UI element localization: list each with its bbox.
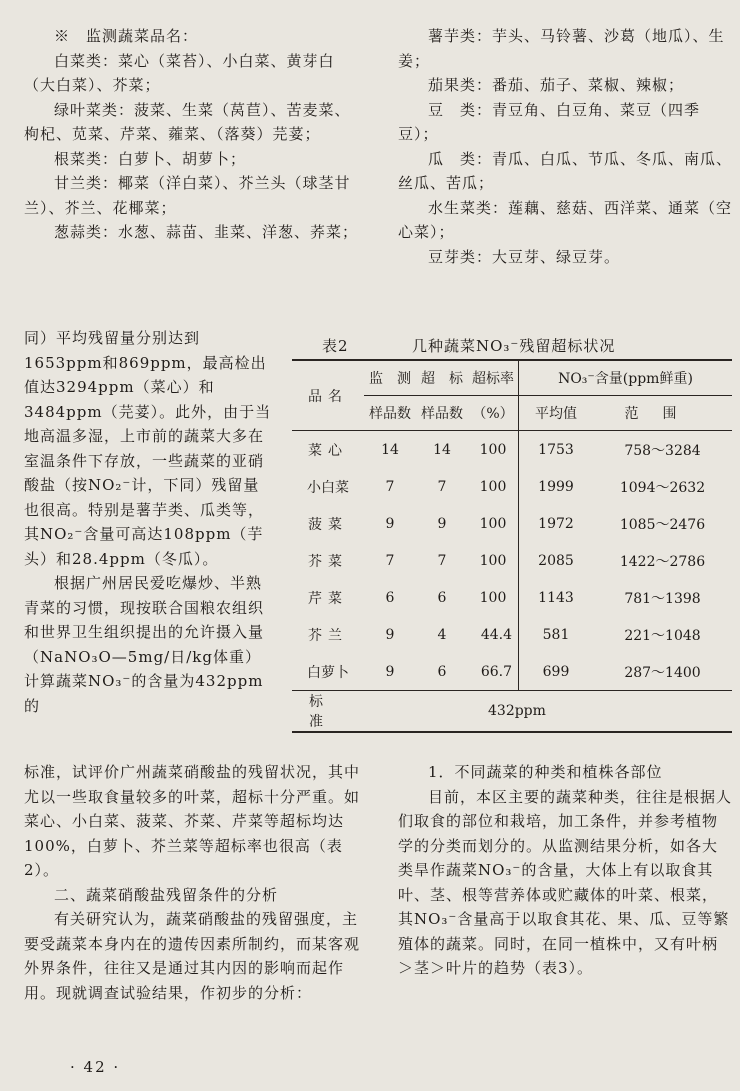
- paragraph: 根据广州居民爱吃爆炒、半熟青菜的习惯，现按联合国粮农组织和世界卫生组织提出的允许摄入量（NaNO₃O—5mg/日/kg体重）计算蔬菜NO₃⁻的含量为432ppm的: [24, 574, 265, 715]
- column-header: 品名: [292, 360, 364, 431]
- column-header: （%）: [468, 396, 519, 431]
- table-cell: 1085～2476: [619, 516, 706, 533]
- paragraph: 目前，本区主要的蔬菜种类，往往是根据人们取食的部位和栽培，加工条件，并参考植物学的分类而划分的。从监测结果分析，如各大类旱作蔬菜NO₃⁻的含量，大体上有以取食其叶、茎、根等营养体或贮藏体的叶菜、根菜，其NO₃⁻含量高于以取食其花、果、瓜、豆等繁殖体的蔬菜。同时，在同一植株中，又有叶柄＞茎＞叶片的趋势（表3）。: [398, 787, 733, 977]
- table-number: 表2: [322, 337, 349, 355]
- column-header: 样品数: [364, 396, 416, 431]
- table-cell: 1422～2786: [619, 553, 706, 570]
- paragraph: 白菜类：菜心（菜苔）、小白菜、黄芽白（大白菜）、芥菜；: [24, 51, 335, 94]
- table-cell: 6: [437, 663, 447, 680]
- column-header: 监 测: [364, 360, 416, 396]
- paragraph: 根菜类：白萝卜、胡萝卜；: [54, 149, 247, 168]
- table-caption: [292, 333, 732, 359]
- paragraph: 豆芽类：大豆芽、绿豆芽。: [428, 247, 621, 266]
- paragraph: 茄果类：番茄、茄子、菜椒、辣椒；: [428, 76, 685, 94]
- table-cell: 7: [437, 552, 447, 569]
- paragraph: 豆 类：青豆角、白豆角、菜豆（四季豆）；: [398, 100, 701, 143]
- table-cell: 1972: [519, 505, 594, 542]
- table-cell: 芹菜: [308, 590, 348, 607]
- table-row: [292, 579, 732, 616]
- table-row: [292, 505, 732, 542]
- table-cell: 581: [519, 616, 594, 653]
- table-title: 几种蔬菜NO₃⁻残留超标状况: [412, 337, 616, 355]
- table-cell: 221～1048: [624, 627, 701, 644]
- table-cell: 44.4: [480, 626, 512, 643]
- section-heading: 二、蔬菜硝酸盐残留条件的分析: [54, 885, 279, 904]
- paragraph: 绿叶菜类：菠菜、生菜（莴苣）、苦麦菜、枸杞、苋菜、芹菜、蕹菜、（落葵）芫荽；: [24, 100, 351, 143]
- column-header: 超 标: [416, 360, 468, 396]
- paragraph: ※ 监测蔬菜品名：: [54, 27, 199, 45]
- table-cell: 781～1398: [624, 590, 701, 607]
- table-cell: 7: [385, 552, 395, 569]
- table-cell: 100: [479, 552, 507, 569]
- table-cell: 7: [385, 478, 395, 495]
- column-header: 平均值: [519, 396, 594, 431]
- table-cell: 菜心: [308, 442, 348, 459]
- section-heading: 1．不同蔬菜的种类和植株各部位: [428, 763, 663, 781]
- column-bottom-right: [398, 760, 732, 981]
- table-cell: 14: [433, 441, 451, 458]
- column-bottom-left: [24, 760, 364, 1005]
- table-cell: 6: [385, 589, 395, 606]
- paragraph: 瓜 类：青瓜、白瓜、节瓜、冬瓜、南瓜、丝瓜、苦瓜；: [398, 149, 733, 192]
- table-row: [292, 691, 732, 733]
- table-cell: 1143: [519, 579, 594, 616]
- table-cell: 699: [519, 653, 594, 691]
- column-header: 范围: [593, 396, 732, 431]
- paragraph: 薯芋类：芋头、马铃薯、沙葛（地瓜）、生姜；: [398, 27, 725, 70]
- table-cell: 2085: [519, 542, 594, 579]
- table-row: [292, 542, 732, 579]
- table-cell: 芥兰: [308, 627, 348, 644]
- table-cell: 66.7: [480, 663, 512, 680]
- table-cell: 4: [437, 626, 447, 643]
- paragraph: 同）平均残留量分别达到1653ppm和869ppm，最高检出值达3294ppm（菜心）和3484ppm（芫荽）。此外，由于当地高温多湿，上市前的蔬菜大多在室温条件下存放，一些蔬菜的亚硝酸盐（按NO₂⁻计，下同）残留量也很高。特别是薯芋类、瓜类等，其NO₂⁻含量可高达108ppm（芋头）和28.4ppm（冬瓜）。: [24, 329, 272, 568]
- column-top-right: [398, 24, 732, 269]
- column-top-left: [24, 24, 364, 245]
- paragraph: 葱蒜类：水葱、蒜苗、韭菜、洋葱、荞菜；: [54, 223, 359, 241]
- table-cell: 菠菜: [308, 516, 348, 533]
- table-cell: 小白菜: [307, 479, 349, 496]
- paragraph: 甘兰类：椰菜（洋白菜）、芥兰头（球茎甘兰）、芥兰、花椰菜；: [24, 174, 351, 217]
- table-cell: 100: [479, 589, 507, 606]
- table-2: [292, 333, 732, 733]
- data-table: [292, 359, 732, 733]
- table-cell: 758～3284: [624, 442, 701, 459]
- table-cell: 100: [479, 478, 507, 495]
- paragraph: 水生菜类：莲藕、慈菇、西洋菜、通菜（空心菜）；: [398, 198, 733, 241]
- table-cell: 432ppm: [364, 691, 732, 733]
- table-cell: 14: [381, 441, 399, 458]
- table-cell: 芥菜: [308, 553, 348, 570]
- column-header: 样品数: [416, 396, 468, 431]
- table-cell: 9: [437, 515, 447, 532]
- table-cell: 9: [385, 663, 395, 680]
- column-middle-left: [24, 326, 274, 718]
- column-header: NO₃⁻含量(ppm鲜重): [519, 360, 733, 396]
- column-header: 超标率: [468, 360, 519, 396]
- table-cell: 100: [479, 515, 507, 532]
- table-row: [292, 431, 732, 469]
- table-cell: 1753: [519, 431, 594, 469]
- table-cell: 287～1400: [624, 664, 701, 681]
- table-cell: 9: [385, 515, 395, 532]
- paragraph: 有关研究认为，蔬菜硝酸盐的残留强度，主要受蔬菜本身内在的遗传因素所制约，而某客观外界条件，往往又是通过其内因的影响而起作用。现就调查试验结果，作初步的分析：: [24, 910, 361, 1002]
- table-row: [292, 616, 732, 653]
- table-cell: 1999: [519, 468, 594, 505]
- table-cell: 7: [437, 478, 447, 495]
- table-cell: 100: [479, 441, 507, 458]
- table-cell: 9: [385, 626, 395, 643]
- table-row: [292, 468, 732, 505]
- table-cell: 白萝卜: [307, 664, 349, 681]
- page-number: · 42 ·: [70, 1058, 121, 1076]
- table-cell: 6: [437, 589, 447, 606]
- table-row: [292, 653, 732, 691]
- table-cell: 标准: [292, 691, 364, 733]
- table-cell: 1094～2632: [619, 479, 706, 496]
- paragraph: 标准，试评价广州蔬菜硝酸盐的残留状况，其中尤以一些取食量较多的叶菜，超标十分严重。如菜心、小白菜、菠菜、芥菜、芹菜等超标均达100%，白萝卜、芥兰菜等超标率也很高（表2）。: [24, 763, 361, 879]
